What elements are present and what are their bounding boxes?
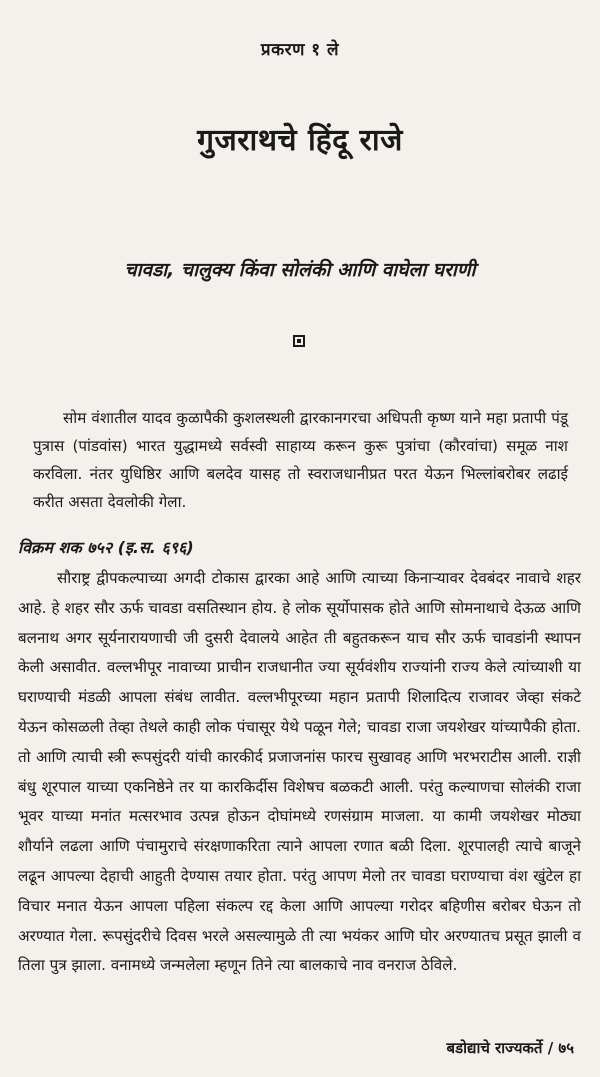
paragraph-1-text: सोम वंशातील यादव कुळापैकी कुशलस्थली द्वारकानगरचा अधिपती कृष्ण याने महा प्रतापी पंडू पुत्रास (पांडवांस) भारत युद्धामध्ये सर्वस्वी साहाय्य करून कुरू पुत्रांचा (कौरवांचा) समूळ नाश करविला. नंतर युधिष्ठिर आणि बलदेव यासह तो स्वराजधानीप्रत परत येऊन भिल्लांबरोबर लढाई करीत असता देवलोकी गेला.	[33, 409, 568, 511]
section-heading: विक्रम शक ७५२ (इ.स. ६९६)	[18, 538, 194, 557]
paragraph-1	[33, 404, 568, 516]
chapter-label: प्रकरण १ ले	[260, 40, 340, 60]
page-footer: बडोद्याचे राज्यकर्ते / ७५	[446, 1039, 574, 1057]
square-ornament-icon	[293, 335, 305, 347]
paragraph-2	[18, 564, 581, 981]
chapter-subtitle: चावडा, चालुक्य किंवा सोलंकी आणि वाघेला घराणी	[124, 259, 476, 281]
paragraph-2-text: सौराष्ट्र द्वीपकल्पाच्या अगदी टोकास द्वारका आहे आणि त्याच्या किनाऱ्यावर देवबंदर नावाचे शहर आहे. हे शहर सौर ऊर्फ चावडा वसतिस्थान होय. हे लोक सूर्योपासक होते आणि सोमनाथाचे देऊळ आणि बलनाथ अगर सूर्यनारायणाची जी दुसरी देवालये आहेत ती बहुतकरून याच सौर ऊर्फ चावडांनी स्थापन केली असावीत. वल्लभीपूर नावाच्या प्राचीन राजधानीत ज्या सूर्यवंशीय राज्यांनी राज्य केले त्यांच्याशी या घराण्याची मंडळी आपला संबंध लावीत. वल्लभीपूरच्या महान प्रतापी शिलादित्य राजावर जेव्हा संकटे येऊन कोसळली तेव्हा तेथले काही लोक पंचासूर येथे पळून गेले; चावडा राजा जयशेखर यांच्यापैकी होता. तो आणि त्याची स्त्री रूपसुंदरी यांची कारकीर्द प्रजाजनांस फारच सुखावह आणि भरभराटीस आली. राज्ञी बंधु शूरपाल याच्या एकनिष्ठेने तर या कारकिर्दीस विशेषच बळकटी आली. परंतु कल्याणचा सोलंकी राजा भूवर याच्या मनांत मत्सरभाव उत्पन्न होऊन दोघांमध्ये रणसंग्राम माजला. या कामी जयशेखर मोठ्या शौर्याने लढला आणि पंचामुराचे संरक्षणाकरिता त्याने आपला रणात बळी दिला. शूरपालही त्याचे बाजूने लढून आपल्या देहाची आहुती देण्यास तयार होता. परंतु आपण मेलो तर चावडा घराण्याचा वंश खुंटेल हा विचार मनात येऊन आपला पहिला संकल्प रद्द केला आणि आपल्या गरोदर बहिणीस बरोबर घेऊन तो अरण्यात गेला. रूपसुंदरीचे दिवस भरले असल्यामुळे ती त्या भयंकर आणि घोर अरण्यातच प्रसूत झाली व तिला पुत्र झाला. वनामध्ये जन्मलेला म्हणून तिने त्या बालकाचे नाव वनराज ठेविले.	[18, 569, 581, 975]
chapter-title: गुजराथचे हिंदू राजे	[197, 123, 403, 158]
